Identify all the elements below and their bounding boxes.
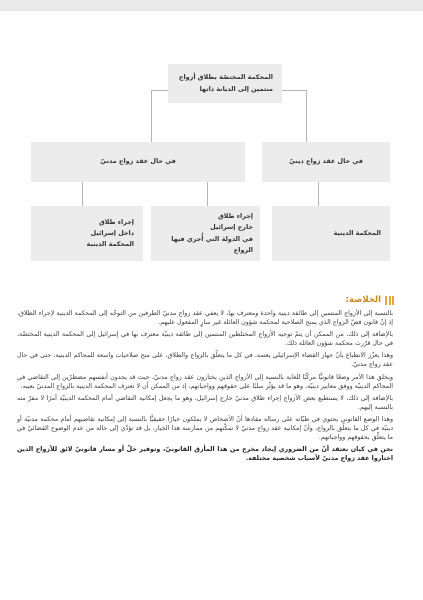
civil-marriage-box	[31, 142, 245, 182]
connector	[281, 90, 307, 91]
divorce-inside-box	[31, 206, 143, 261]
summary-paragraph: بالنسبة إلى الأزواج المنتمين إلى طائفة دينية واحدة ومعترف بها، لا يعفي عقد زواج مدنيّ الطرفين من التوجّه إلى المحكمة الدينية لإجراء الطلاق، إذ إنّ قانون فضّ الزواج الذي يمنح الصلاحية لمحكمة شؤون العائلة غير سارٍ المفعول عليهم.	[17, 310, 393, 327]
summary-heading	[346, 295, 394, 305]
divorce-abroad-box	[151, 206, 260, 261]
summary-paragraph: بالإضافة إلى ذلك، لا يستطيع بعض الأزواج إجراء طلاق مدنيّ خارج إسرائيل، وهو ما يجعل إمكانية التقاضي أمام المحكمة الدينيّة أمرًا لا مفرّ منه بالنسبة إليهم.	[17, 394, 393, 411]
connector	[151, 90, 169, 91]
box-line: في الدولة التي أُجري فيها الزواج	[171, 234, 253, 254]
box-line: منتمين إلى الديانة ذاتها	[199, 84, 273, 93]
box-line: المحكمة المختصّة بطلاق أزواج	[178, 73, 273, 82]
summary-paragraph: وهذا يعزّز الانطباع بأنّ جهاز القضاء الإسرائيلي يعتمد، في كل ما يتعلّق بالزواج والطلاق، على منح صلاحيات واسعة للمحاكم الدينية، حتى في حال عقد زواج مدنيّ.	[17, 352, 393, 369]
religious-marriage-box	[262, 142, 390, 182]
box-line: المحكمة الدينية	[333, 228, 381, 237]
summary-title: الخلاصة:	[345, 295, 381, 305]
box-line: إجراء طلاق	[217, 212, 253, 221]
connector	[318, 182, 319, 206]
religious-court-box	[272, 206, 390, 261]
summary-paragraph: وهذا الوضع القانوني يحتوي في طيّاته على رسالة مفادها أنّ الأشخاص لا يملكون خيارًا حقيقيًّا بالنسبة إلى إمكانية تقاضيهم أمام محكمة مدنيّة أو دينيّة في كل ما يتعلّق بالزواج، وأنّ إمكانية عقد زواج مدنيّ لا تمكّنهم من ممارسة هذا الخيار، بل قد تؤدّي إلى حالة من عدم الوضوح القضائيّ في ما يتعلّق بحقوقهم وواجباتهم.	[17, 415, 393, 442]
org-chart	[0, 0, 423, 290]
box-line: في حال عقد زواج مدنيّ	[100, 157, 176, 166]
competent-court-box	[168, 64, 282, 103]
box-line: في حال عقد زواج دينيّ	[289, 157, 363, 166]
connector	[151, 90, 152, 142]
summary-conclusion: نحن في كيان نعتقد أنّ من الضروري إيجاد مخرج من هذا المأزق القانونيّ، وتوفير حلّ أو مسار قانونيّ لائق للأزواج الذين اختاروا عقد زواج مدنيّ لأسباب شخصية مختلفة.	[17, 446, 393, 463]
summary-paragraph: ويخلق هذا الأمر وضعًا قانونيًّا مركّبًا للغاية بالنسبة إلى الأزواج الذين يختارون عقد زواج مدنيّ، حيث قد يجدون أنفسهم مضطرّين إلى التقاضي في المحاكم الدينيّة ووفق معايير دينيّة، وهو ما قد يؤثّر سلبًا على حقوقهم وواجباتهم، إذ من الممكن أن لا تعترف المحكمة الدينية بالزواج المدنيّ بعينه.	[17, 373, 393, 390]
connector	[306, 90, 307, 142]
summary-body	[17, 309, 393, 466]
connector	[82, 182, 83, 206]
connector	[207, 182, 208, 206]
box-line: داخل إسرائيل	[90, 228, 134, 237]
summary-paragraph: بالإضافة إلى ذلك، من الممكن أن يتمّ توجيه الأزواج المختلطين المنتمين إلى طائفة دينيّة معترف بها في إسرائيل إلى المحكمة الدينية المختصّة، في حال قرّرت محكمة شؤون العائلة ذلك.	[17, 331, 393, 348]
section-marker-icon	[385, 296, 394, 305]
box-line: إجراء طلاق	[98, 217, 134, 226]
box-line: المحكمة الدينية	[86, 240, 134, 249]
box-line: خارج إسرائيل	[210, 223, 253, 232]
